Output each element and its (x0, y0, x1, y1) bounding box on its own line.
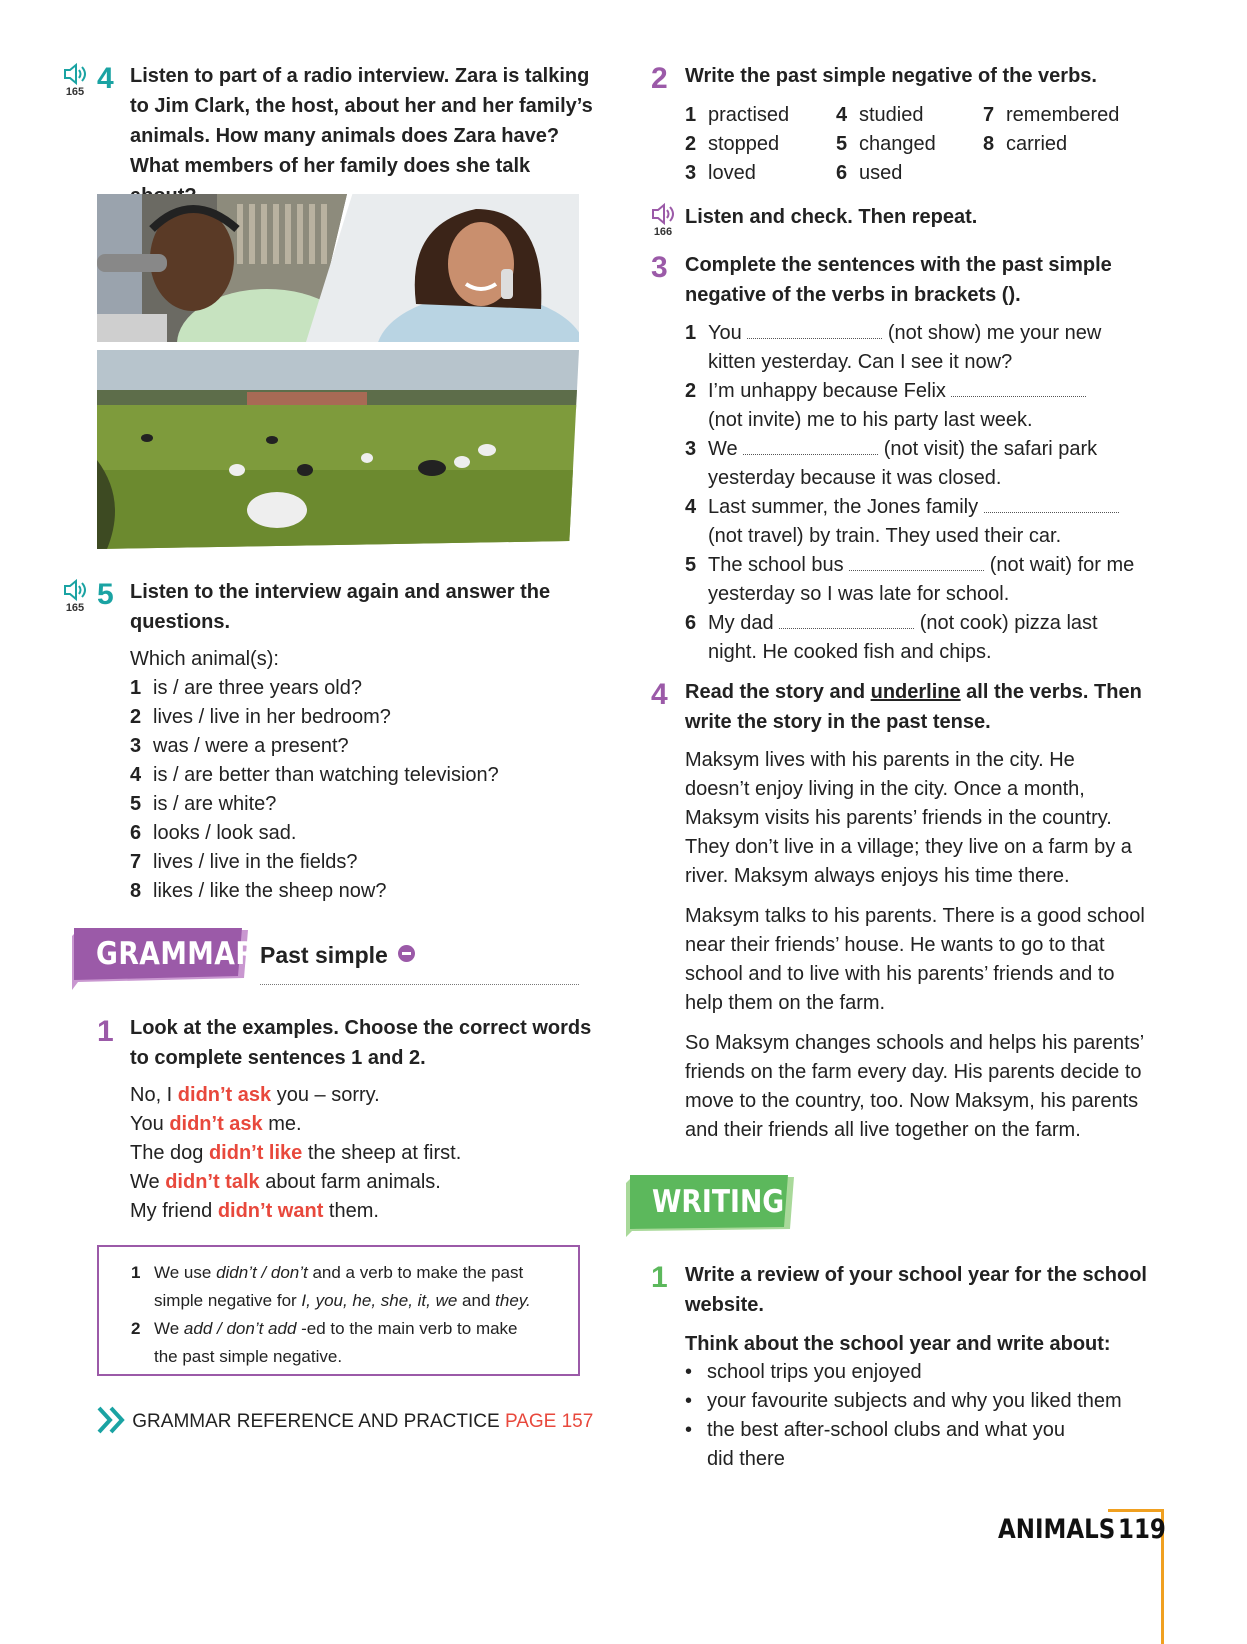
grammar-reference-link[interactable]: GRAMMAR REFERENCE AND PRACTICE PAGE 157 (97, 1406, 597, 1437)
audio-166-icon[interactable] (646, 202, 680, 238)
exercise-number: 5 (97, 578, 114, 611)
list-item: 1 is / are three years old? (130, 677, 362, 699)
double-chevron-icon (97, 1406, 127, 1434)
exercise-number: 4 (651, 678, 668, 711)
verb-list-col2 (836, 101, 986, 188)
negative-icon (398, 945, 415, 962)
grammar-rules-box (97, 1245, 580, 1376)
question-lead: Which animal(s): (130, 648, 279, 670)
grammar-title: Past simple (260, 940, 415, 970)
question-list (130, 645, 600, 906)
section-name: ANIMALS (998, 1514, 1116, 1545)
exercise-instruction: Write a review of your school year for the school website. (685, 1264, 1147, 1316)
exercise-number: 2 (651, 62, 668, 95)
audio-165-icon[interactable] (58, 578, 92, 614)
list-item: 4 Last summer, the Jones family (not travel) by train. They used their car. (685, 493, 1165, 551)
list-item: 1 You (not show) me your new kitten yesterday. Can I see it now? (685, 322, 1102, 373)
exercise-number: 1 (651, 1261, 668, 1294)
list-item: 5 changed (836, 133, 936, 155)
list-item: 8 carried (983, 133, 1068, 155)
answer-blank[interactable] (779, 611, 914, 629)
grammar-banner-label: GRAMMAR (96, 936, 257, 972)
exercise-instruction: Listen to part of a radio interview. Zara is talking to Jim Clark, the host, about her and her family’s animals. How many animals does Zara have? What members of her family does she talk (130, 65, 593, 177)
list-item: 5 The school bus (not wait) for me yesterday so I was late for school. (685, 554, 1135, 605)
bullet-item: • school trips you enjoyed (685, 1358, 1165, 1387)
exercise-number: 3 (651, 251, 668, 284)
exercise-instruction: Write the past simple negative of the verbs. (685, 65, 1097, 87)
list-item: 4 is / are better than watching television? (130, 764, 499, 786)
audio-track-number: 166 (653, 226, 673, 238)
story-paragraph: Maksym lives with his parents in the city. He doesn’t enjoy living in the city. Once a month, Maksym visits his parents’ friends in the country. They don’t live in a village; they live on a farm by a river. Maksym always enjoys his time there. (685, 749, 1132, 887)
bullet-item: • your favourite subjects and why you liked them (685, 1387, 1165, 1416)
sentence-list (685, 319, 1165, 667)
story-paragraph: Maksym talks to his parents. There is a good school near their friends’ house. He wants to go to that school and to live with his parents’ friends and to help them on the farm. (685, 905, 1145, 1014)
list-item: 3 We (not visit) the safari park yesterday because it was closed. (685, 438, 1098, 489)
list-item: 7 lives / live in the fields? (130, 851, 358, 873)
list-item: 8 likes / like the sheep now? (130, 880, 387, 902)
rule-item: 1 We use didn’t / don’t and a verb to make the past simple negative for I, you, he, she, it, we and they. (131, 1263, 531, 1310)
writing-bullets (685, 1358, 1165, 1474)
writing-banner (626, 1175, 796, 1239)
farm-field-photo (97, 350, 579, 549)
story-text (685, 746, 1165, 1145)
example-sentence: We didn’t talk about farm animals. (130, 1171, 441, 1193)
answer-blank[interactable] (984, 495, 1119, 513)
list-item: 4 studied (836, 104, 924, 126)
list-item: 6 My dad (not cook) pizza last night. He cooked fish and chips. (685, 612, 1098, 663)
list-item: 2 stopped (685, 133, 780, 155)
girl-on-phone-photo (306, 194, 579, 342)
list-item: 3 was / were a present? (130, 735, 349, 757)
list-item: 3 loved (685, 162, 756, 184)
example-sentence: You didn’t ask me. (130, 1113, 302, 1135)
verb-list-col3 (983, 101, 1153, 159)
writing-prompt: Think about the school year and write about: (685, 1333, 1111, 1355)
answer-blank[interactable] (747, 321, 882, 339)
example-sentence: My friend didn’t want them. (130, 1200, 379, 1222)
example-sentence: No, I didn’t ask you – sorry. (130, 1084, 380, 1106)
story-paragraph: So Maksym changes schools and helps his parents’ friends on the farm every day. His parents decide to move to the country, too. Now Maksym, his parents and their friends all live together on the farm. (685, 1032, 1145, 1141)
writing-banner-label: WRITING (652, 1184, 785, 1220)
exercise-number: 1 (97, 1015, 114, 1048)
list-item: 1 practised (685, 104, 790, 126)
speaker-icon (62, 62, 88, 86)
exercise-instruction: Read the story and underline all the verbs. Then write the story in the past tense. (685, 681, 1142, 733)
audio-165-icon[interactable] (58, 62, 92, 98)
example-sentences (130, 1081, 600, 1226)
exercise-instruction: Look at the examples. Choose the correct words to complete sentences 1 and 2. (130, 1017, 592, 1069)
speaker-icon (650, 202, 676, 226)
exercise-number: 4 (97, 62, 114, 95)
list-item: 2 I’m unhappy because Felix (not invite) me to his party last week. (685, 377, 1165, 435)
answer-blank[interactable] (743, 437, 878, 455)
exercise-instruction: Complete the sentences with the past simple negative of the verbs in brackets (). (685, 254, 1112, 306)
list-item: 6 used (836, 162, 903, 184)
audio-track-number: 165 (65, 86, 85, 98)
list-item: 5 is / are white? (130, 793, 277, 815)
listen-check-instruction: Listen and check. Then repeat. (685, 206, 978, 228)
verb-list-col1 (685, 101, 835, 188)
page-number: 119 (1118, 1514, 1166, 1545)
list-item: 2 lives / live in her bedroom? (130, 706, 391, 728)
answer-blank[interactable] (849, 553, 984, 571)
speaker-icon (62, 578, 88, 602)
audio-track-number: 165 (65, 602, 85, 614)
radio-host-photo (97, 194, 347, 342)
bullet-item: • the best after-school clubs and what you did there (685, 1416, 1165, 1474)
rule-item: 2 We add / don’t add -ed to the main verb to make the past simple negative. (131, 1319, 518, 1366)
grammar-banner (72, 928, 257, 992)
exercise-instruction: Listen to the interview again and answer the questions. (130, 581, 551, 633)
example-sentence: The dog didn’t like the sheep at first. (130, 1142, 462, 1164)
list-item: 7 remembered (983, 104, 1120, 126)
list-item: 6 looks / look sad. (130, 822, 297, 844)
grammar-title-rule (260, 984, 579, 985)
reference-page: PAGE 157 (504, 1411, 594, 1432)
answer-blank[interactable] (951, 379, 1086, 397)
